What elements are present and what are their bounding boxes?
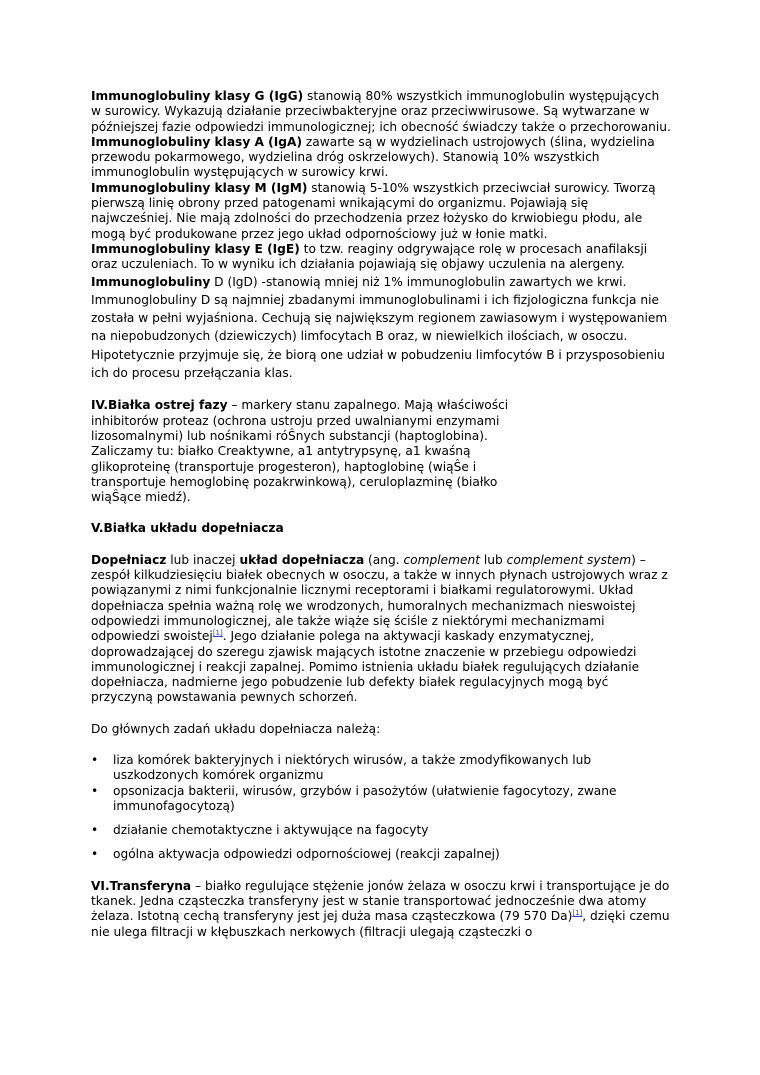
paragraph-igm: Immunoglobuliny klasy M (IgM) stanowią 5-10% wszystkich przeciwciał surowicy. Tworzą pierwszą linię obrony przed patogenami wnikającymi do organizmu. Pojawiają się najwcześniej. Nie mają zdolności do przechodzenia przez łożysko do krwiobiegu płodu, ale mogą być produkowane przez jego układ odpornościowy już w łonie matki. (91, 180, 656, 241)
term-igd: Immunoglobuliny (91, 274, 211, 289)
term-iga: Immunoglobuliny klasy A (IgA) (91, 134, 303, 149)
list-item: • działanie chemotaktyczne i aktywujące na fagocyty (91, 823, 429, 838)
section-6-heading: VI.Transferyna (91, 878, 192, 893)
paragraph-complement: Dopełniacz lub inaczej układ dopełniacza (ang. complement lub complement system) – zespół kilkudziesięciu białek obecnych w osoczu, a także w innych płynach ustrojowych wraz z powiązanymi z nimi funkcjonalnie licznymi receptorami i białkami regulatorowymi. Układ dopełniacza spełnia ważną rolę we wrodzonych, humoralnych mechanizmach nieswoistej odpowiedzi immunologicznej, ale także wiąże się ściśle z niektórymi mechanizmami odpowiedzi swoistej[1]. Jego działanie polega na aktywacji kaskady enzymatycznej, doprowadzającej do szeregu zjawisk mających istotne znaczenie w przebiegu odpowiedzi immunologicznej i reakcji zapalnej. Pomimo istnienia układu białek regulujących działanie dopełniacza, nadmierne jego pobudzenie lub defekty białek regulacyjnych mogą być przyczyną powstawania pewnych schorzeń. (91, 552, 668, 705)
list-item: • opsonizacja bakterii, wirusów, grzybów i pasożytów (ułatwienie fagocytozy, zwane immunofagocytozą) (91, 783, 617, 813)
bullet-icon: • (91, 847, 99, 862)
term-igm: Immunoglobuliny klasy M (IgM) (91, 180, 308, 195)
footnote-link[interactable]: [1] (572, 909, 583, 918)
bullet-icon: • (91, 752, 99, 767)
list-item: • liza komórek bakteryjnych i niektórych wirusów, a także zmodyfikowanych lub uszkodzonych komórek organizmu (91, 752, 592, 783)
footnote-link[interactable]: [1] (212, 629, 223, 638)
section-5-heading: V.Białka układu dopełniacza (91, 521, 284, 536)
list-item: • ogólna aktywacja odpowiedzi odpornościowej (reakcji zapalnej) (91, 847, 500, 862)
paragraph-ige: Immunoglobuliny klasy E (IgE) to tzw. reaginy odgrywające rolę w procesach anafilaksji oraz uczuleniach. To w wyniku ich działania pojawiają się objawy uczulenia na alergeny. (91, 241, 648, 272)
paragraph-iga: Immunoglobuliny klasy A (IgA) zawarte są w wydzielinach ustrojowych (ślina, wydzielina przewodu pokarmowego, wydzielina dróg oskrzelowych). Stanowią 10% wszystkich immunoglobulin występujących w surowicy krwi. (91, 134, 655, 180)
section-4-heading: IV.Białka ostrej fazy (91, 398, 228, 413)
section-acute-phase-proteins: IV.Białka ostrej fazy – markery stanu zapalnego. Mają właściwości inhibitorów proteaz (ochrona ustroju przed uwalnianymi enzymami lizosomalnymi) lub nośnikami róŜnych substancji (haptoglobina). Zaliczamy tu: białko Creaktywne, a1 antytrypsynę, a1 kwaśną glikoproteinę (transportuje progesteron), haptoglobinę (wiąŜe i transportuje hemoglobinę pozakrwinkową), ceruloplazminę (białko wiąŜące miedź). (91, 398, 509, 505)
tasks-list (91, 753, 671, 863)
term-igg: Immunoglobuliny klasy G (IgG) (91, 89, 304, 103)
tasks-intro: Do głównych zadań układu dopełniacza należą: (91, 721, 381, 736)
paragraph-igd: Immunoglobuliny D (IgD) -stanowią mniej niż 1% immunoglobulin zawartych we krwi. Immunoglobuliny D są najmniej zbadanymi immunoglobulinami i ich fizjologiczna funkcja nie została w pełni wyjaśniona. Cechują się największym regionem zawiasowym i występowaniem na niepobudzonych (dziewiczych) limfocytach B oraz, w niewielkich ilościach, w osoczu. Hipotetycznie przyjmuje się, że biorą one udział w pobudzeniu limfocytów B i przysposobieniu ich do procesu przełączania klas. (91, 274, 668, 381)
bullet-icon: • (91, 823, 99, 838)
term-ige: Immunoglobuliny klasy E (IgE) (91, 241, 300, 256)
paragraph-igg: Immunoglobuliny klasy G (IgG) stanowią 80% wszystkich immunoglobulin występujących w surowicy. Wykazują działanie przeciwbakteryjne oraz przeciwwirusowe. Są wytwarzane w późniejszej fazie odpowiedzi immunologicznej; ich obecność świadczy także o przechorowaniu. (91, 89, 671, 134)
document-page (91, 89, 671, 940)
bullet-icon: • (91, 783, 99, 798)
paragraph-transferrin: VI.Transferyna – białko regulujące stężenie jonów żelaza w osoczu krwi i transportujące je do tkanek. Jedna cząsteczka transferyny jest w stanie transportować jednocześnie dwa atomy żelaza. Istotną cechą transferyny jest jej duża masa cząsteczkowa (79 570 Da)[1], dzięki czemu nie ulega filtracji w kłębuszkach nerkowych (filtracji ulegają cząsteczki o (91, 878, 670, 939)
